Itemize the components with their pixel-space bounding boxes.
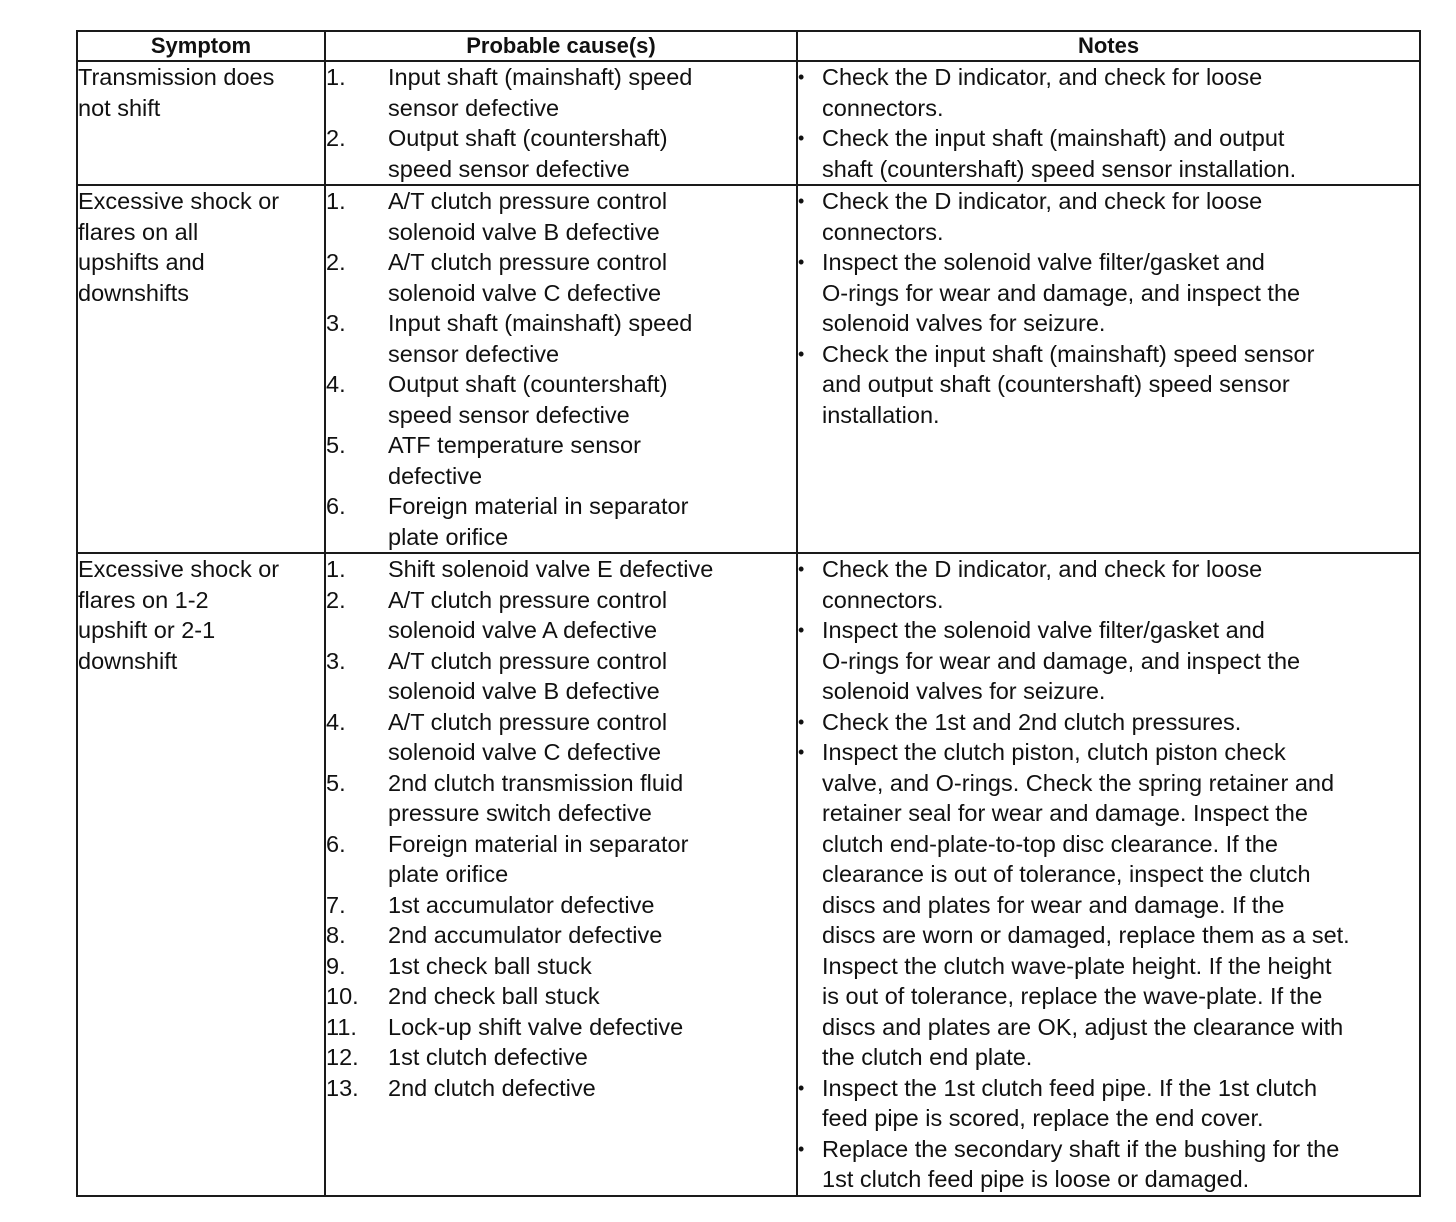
symptom-cell (77, 185, 325, 553)
note-text: Check the D indicator, and check for loose connectors. (822, 64, 1263, 121)
note-text: Inspect the 1st clutch feed pipe. If the 1st clutch feed pipe is scored, replace the end cover. (822, 1074, 1318, 1131)
cause-text: A/T clutch pressure control solenoid valve C defective (388, 708, 668, 765)
note-text: Check the input shaft (mainshaft) speed sensor and output shaft (countershaft) speed sensor installation. (822, 340, 1315, 428)
cause-text: Output shaft (countershaft) speed sensor defective (388, 371, 668, 428)
cause-number: 6. (326, 830, 346, 857)
header-row (77, 31, 1420, 61)
table-row (77, 61, 1420, 185)
note-text: Replace the secondary shaft if the bushing for the 1st clutch feed pipe is loose or damaged. (822, 1135, 1340, 1192)
bullet-icon: • (798, 252, 805, 272)
cause-number: 5. (326, 432, 346, 458)
bullet-icon: • (798, 742, 805, 762)
cause-number: 2. (326, 586, 346, 613)
cause-item (326, 890, 796, 921)
note-item (798, 737, 1419, 1073)
cause-number: 12. (326, 1044, 359, 1070)
cause-item (326, 186, 796, 247)
bullet-icon: • (798, 1138, 805, 1159)
cause-item (326, 951, 796, 982)
causes-cell (325, 553, 797, 1196)
cause-item (326, 1042, 796, 1073)
cause-text: 2nd accumulator defective (388, 922, 663, 948)
cause-text: Output shaft (countershaft) speed sensor defective (388, 125, 668, 182)
notes-cell (797, 553, 1420, 1196)
cause-item (326, 308, 796, 369)
note-item (798, 186, 1419, 247)
bullet-icon: • (798, 559, 805, 579)
cause-number: 1. (326, 556, 346, 582)
cause-item (326, 981, 796, 1012)
symptom-text: Excessive shock or flares on 1-2 upshift or 2-1 downshift (78, 556, 280, 674)
cause-number: 4. (326, 708, 346, 735)
cause-item (326, 369, 796, 430)
cause-item (326, 920, 796, 951)
causes-cell (325, 185, 797, 553)
bullet-icon: • (798, 620, 805, 640)
note-text: Check the input shaft (mainshaft) and output shaft (countershaft) speed sensor installation. (822, 125, 1297, 182)
bullet-icon: • (798, 128, 805, 148)
header-symptom: Symptom (77, 31, 325, 61)
cause-text: A/T clutch pressure control solenoid valve A defective (388, 586, 668, 643)
cause-item (326, 1012, 796, 1043)
symptom-cell (77, 553, 325, 1196)
cause-text: 1st clutch defective (388, 1044, 588, 1070)
note-item (798, 554, 1419, 615)
cause-item (326, 430, 796, 491)
bullet-icon: • (798, 67, 805, 87)
cause-item (326, 62, 796, 123)
cause-text: A/T clutch pressure control solenoid valve B defective (388, 188, 668, 245)
cause-number: 5. (326, 769, 346, 796)
cause-item (326, 829, 796, 890)
cause-item (326, 768, 796, 829)
cause-number: 1. (326, 64, 346, 90)
note-text: Inspect the solenoid valve filter/gasket and O-rings for wear and damage, and inspect the solenoid valves for seizure. (822, 249, 1301, 336)
note-text: Inspect the solenoid valve filter/gasket and O-rings for wear and damage, and inspect the solenoid valves for seizure. (822, 617, 1301, 704)
cause-text: 2nd clutch defective (388, 1074, 596, 1101)
cause-number: 7. (326, 891, 346, 918)
cause-number: 2. (326, 125, 346, 151)
note-text: Inspect the clutch piston, clutch piston check valve, and O-rings. Check the spring retainer and retainer seal for wear and damage. Inspect the clutch end-plate-to-top disc clearance. If the clearance is out of tolerance, inspect the clutch discs and plates for wear and damage. If the discs are worn or damaged, replace them as a set. Inspect the clutch wave-plate height. If the height is out of tolerance, replace the wave-plate. If the discs and plates are OK, adjust the clearance with the clutch end plate. (822, 739, 1350, 1070)
cause-text: 2nd check ball stuck (388, 983, 600, 1009)
note-item (798, 615, 1419, 707)
table-row (77, 185, 1420, 553)
cause-item (326, 247, 796, 308)
cause-text: Foreign material in separator plate orifice (388, 493, 689, 550)
cause-number: 2. (326, 249, 346, 275)
cause-number: 10. (326, 983, 359, 1009)
cause-item (326, 1073, 796, 1104)
symptom-cell (77, 61, 325, 185)
cause-number: 3. (326, 647, 346, 674)
header-probable-causes: Probable cause(s) (325, 31, 797, 61)
cause-number: 13. (326, 1074, 359, 1101)
symptom-text: Excessive shock or flares on all upshifts and downshifts (78, 188, 280, 306)
cause-text: Lock-up shift valve defective (388, 1013, 684, 1040)
note-item (798, 707, 1419, 738)
cause-item (326, 123, 796, 184)
note-item (798, 123, 1419, 184)
symptom-text: Transmission does not shift (78, 64, 275, 121)
cause-item (326, 585, 796, 646)
note-text: Check the 1st and 2nd clutch pressures. (822, 708, 1242, 735)
cause-text: ATF temperature sensor defective (388, 432, 641, 489)
note-item (798, 62, 1419, 123)
cause-number: 6. (326, 493, 346, 519)
cause-number: 3. (326, 310, 346, 336)
note-text: Check the D indicator, and check for loose connectors. (822, 188, 1263, 245)
cause-text: A/T clutch pressure control solenoid valve B defective (388, 647, 668, 704)
note-item (798, 1134, 1419, 1195)
troubleshooting-table (76, 30, 1421, 1197)
cause-text: 2nd clutch transmission fluid pressure switch defective (388, 769, 684, 826)
note-item (798, 339, 1419, 431)
cause-item (326, 491, 796, 552)
cause-number: 1. (326, 188, 346, 214)
cause-text: A/T clutch pressure control solenoid valve C defective (388, 249, 668, 306)
causes-cell (325, 61, 797, 185)
notes-cell (797, 61, 1420, 185)
cause-text: Input shaft (mainshaft) speed sensor defective (388, 310, 693, 367)
header-notes: Notes (797, 31, 1420, 61)
bullet-icon: • (798, 191, 805, 211)
cause-item (326, 707, 796, 768)
bullet-icon: • (798, 343, 805, 364)
note-item (798, 247, 1419, 339)
note-item (798, 1073, 1419, 1134)
note-text: Check the D indicator, and check for loose connectors. (822, 556, 1263, 613)
bullet-icon: • (798, 711, 805, 732)
cause-item (326, 646, 796, 707)
cause-text: Input shaft (mainshaft) speed sensor defective (388, 64, 693, 121)
cause-text: 1st accumulator defective (388, 891, 655, 918)
cause-number: 11. (326, 1013, 357, 1040)
cause-number: 4. (326, 371, 346, 397)
cause-text: Foreign material in separator plate orifice (388, 830, 689, 887)
table-row (77, 553, 1420, 1196)
cause-item (326, 554, 796, 585)
cause-number: 8. (326, 922, 346, 948)
cause-text: 1st check ball stuck (388, 952, 592, 979)
notes-cell (797, 185, 1420, 553)
cause-text: Shift solenoid valve E defective (388, 556, 714, 582)
bullet-icon: • (798, 1077, 805, 1098)
cause-number: 9. (326, 952, 346, 979)
